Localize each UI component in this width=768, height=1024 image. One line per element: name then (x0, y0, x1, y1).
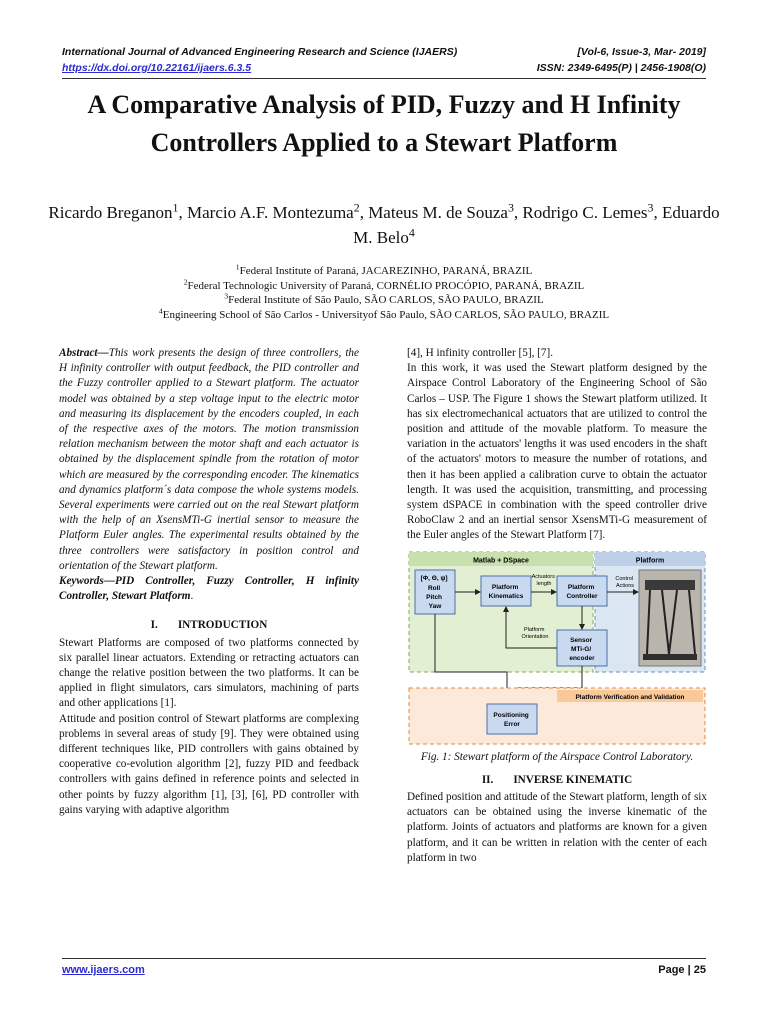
svg-text:Sensor MTi-G/: Sensor MTi-G/ encoder (569, 636, 595, 662)
figure-1 (407, 550, 707, 746)
journal-header (62, 46, 706, 58)
block-diagram (407, 550, 707, 746)
footer-url-link[interactable]: www.ijaers.com (62, 964, 145, 976)
keywords: Keywords—PID Controller, Fuzzy Controller, H infinity Controller, Stewart Platform. (59, 575, 359, 603)
platform-orientation-label: Platform Orientation (521, 626, 549, 640)
platform-top-plate (645, 580, 695, 590)
affiliation: $^2$Federal Technologic University of Paraná, CORNÉLIO PROCÓPIO, PARANÁ, BRAZIL (183, 276, 585, 292)
journal-name: International Journal of Advanced Engineering Research and Science (IJAERS) (62, 46, 458, 58)
author: Marcio A.F. Montezuma$^2$ (187, 200, 360, 222)
positioning-error-block (487, 704, 537, 734)
verification-label: Platform Verification and Validation (575, 693, 685, 701)
svg-text:Platform Kinematics: Platform Kinematics (488, 583, 524, 600)
svg-text:Platform Controller: Platform Controller (566, 583, 598, 600)
platform-label: Platform (635, 557, 665, 565)
svg-text:[Φ, Θ, ψ] Roll: [Φ, Θ, ψ] Roll Pitch Yaw (420, 574, 448, 610)
page-number: Page | 25 (658, 964, 706, 976)
author: Eduardo M. Belo$^4$ (353, 203, 720, 247)
paragraph: Defined position and attitude of the Stewart platform, length of six actuators can be obtained using the inverse kinematic of the platform. Joints of actuators and platforms are known for a given platform, and it can be written in relation with the center of each platform in two (407, 791, 707, 864)
affiliation: $^3$Federal Institute of São Paulo, SÃO CARLOS, SÃO PAULO, BRAZIL (224, 291, 544, 307)
paragraph: In this work, it was used the Stewart platform designed by the Airspace Control Laboratory of the Engineering School of São Carlos – USP. The Figure 1 shows the Stewart platform utilized. It has six electromechanical actuators that are utilized to control the position and attitude of the movable platform. To measure the variation in the actuators' lengths it was used encoders in the shaft of the actuators' motors to measure the number of rotations, and then it has been applied a calibration curve to obtain the actuator length. It was used the acquisition, transmitting, and processing system dSPACE in combination with the speed controller drive RoboClaw 2 and an inertial sensor XsensMTi-G measurement of the Euler angles of the Stewart Platform [7]. (407, 362, 707, 542)
figure-caption: Fig. 1: Stewart platform of the Airspace Control Laboratory. (420, 750, 694, 763)
paragraph: Stewart Platforms are composed of two platforms connected by six parallel linear actuators. Extending or retracting actuators can change the relative position between the two platforms. It can be applied in flight simulators, cars simulators, machining of parts and other applications [1]. (59, 636, 359, 710)
author-list: Ricardo Breganon$^1$, Marcio A.F. Montezuma$^2$, Mateus M. de Souza$^3$, Rodrigo C. Lemes$^3$, Eduardo M. Belo$^4$ (48, 200, 720, 247)
abstract: Abstract—This work presents the design of three controllers, the H infinity controller with output feedback, the PID controller and the Fuzzy controller applied to a Stewart platform. The actuator model was obtained by a step voltage input to the electric motor and measuring its displacement by the encoders coupled, in each of the respective axes of the motors. The motion transmission relation mechanism between the motor shaft and each actuator is obtained by the displacement spindle from the rotation of motor which are measured by the corresponding encoder. The kinematics and dynamics platform´s data compose the whole systems models. Several experiments were carried out on the real Stewart platform with the help of an XsensMTi-G inertial sensor to measure the Platform Euler angles. The experimental results obtained by the three controllers were satisfactory in position control and orientation of the Stewart platform. (59, 347, 359, 572)
kinematics-block (481, 576, 531, 606)
controller-block (557, 576, 607, 606)
matlab-dspace-label: Matlab + DSpace (473, 557, 529, 565)
header-rule (62, 78, 706, 79)
footer-rule (62, 958, 706, 959)
section-heading-inverse-kinematic: II. INVERSE KINEMATIC (481, 773, 633, 786)
section-heading-introduction: I. INTRODUCTION (150, 619, 268, 632)
actuators-length-label: Actuators length (531, 573, 555, 587)
paragraph: Attitude and position control of Stewart platforms are complexing problems in several areas of study [9]. They were obtained using different techniques like, PID controllers with gains obtained by cooperative co-evolution algorithm [2], fuzzy PID and feedback controllers with gains defined in reference points and selected in other points by fuzzy algorithm [1], [3], [6], PD controller with gains varying with adaptive algorithm (59, 712, 359, 816)
paragraph: [4], H infinity controller [5], [7]. (407, 347, 554, 359)
issue-info: [Vol-6, Issue-3, Mar- 2019] (577, 46, 706, 58)
doi-header (62, 62, 706, 74)
affiliation: $^1$Federal Institute of Paraná, JACAREZINHO, PARANÁ, BRAZIL (235, 262, 533, 277)
author: Ricardo Breganon$^1$ (48, 200, 179, 222)
right-column (407, 346, 707, 866)
paper-title: A Comparative Analysis of PID, Fuzzy and H Infinity Controllers Applied to a Stewart Platform (87, 90, 681, 157)
issn-info: ISSN: 2349-6495(P) | 2456-1908(O) (536, 62, 706, 74)
left-column (59, 346, 359, 818)
author: Rodrigo C. Lemes$^3$ (522, 200, 654, 222)
doi-link[interactable]: https://dx.doi.org/10.22161/ijaers.6.3.5 (62, 62, 252, 74)
affiliation: $^4$Engineering School of São Carlos - Universityof São Paulo, SÃO CARLOS, SÃO PAULO, BRAZIL (158, 306, 610, 321)
control-actions-label: Control Actions (615, 575, 635, 589)
affiliation-list (62, 264, 706, 322)
svg-text:Positioning Error: Positioning Error (493, 711, 529, 728)
author: Mateus M. de Souza$^3$ (368, 200, 514, 222)
